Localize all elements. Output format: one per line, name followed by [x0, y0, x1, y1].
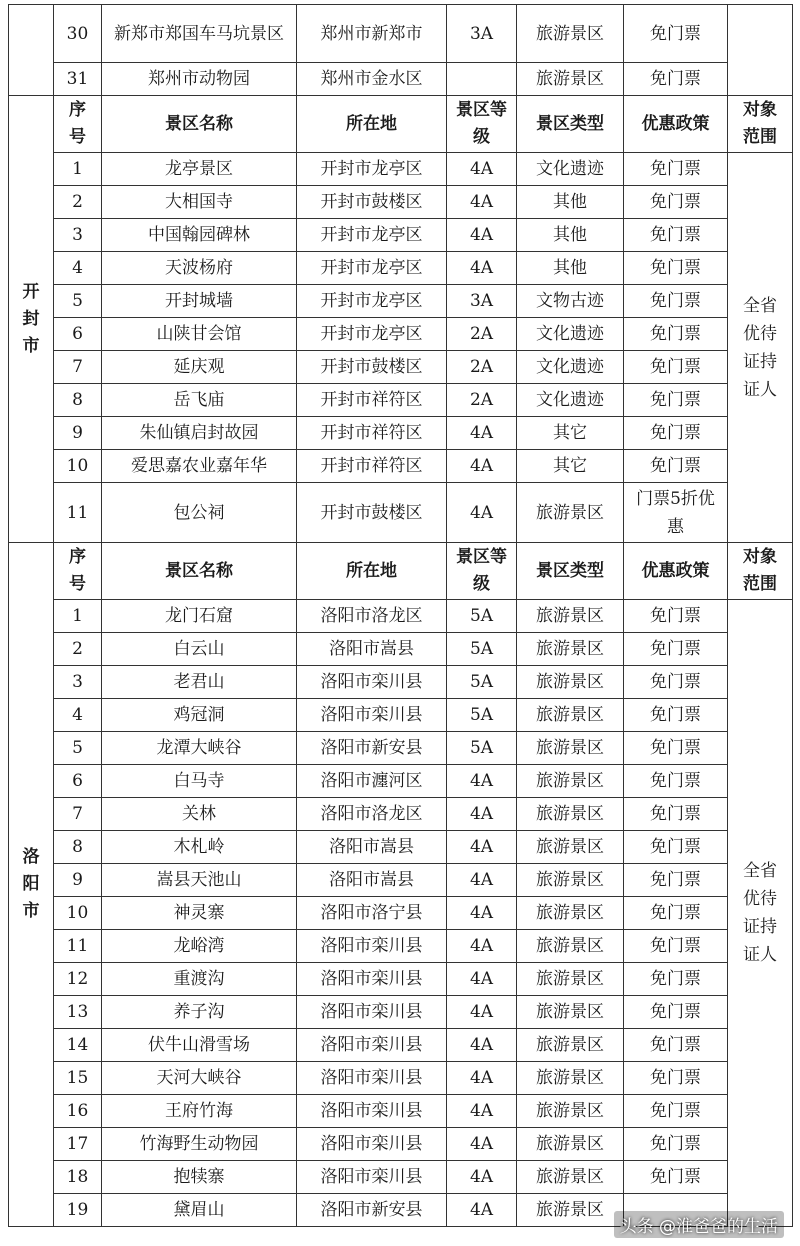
- spot-level: 4A: [447, 252, 517, 285]
- spot-policy: 免门票: [624, 5, 728, 63]
- header-no: 序号: [54, 96, 102, 153]
- row-number: 4: [54, 252, 102, 285]
- spot-name: 竹海野生动物园: [102, 1128, 297, 1161]
- row-number: 11: [54, 483, 102, 543]
- spot-name: 老君山: [102, 666, 297, 699]
- table-row: [9, 765, 793, 798]
- spot-type: 其他: [517, 186, 624, 219]
- spot-name: 新郑市郑国车马坑景区: [102, 5, 297, 63]
- table-row: [9, 153, 793, 186]
- table-row: [9, 864, 793, 897]
- spot-location: 洛阳市栾川县: [297, 1161, 447, 1194]
- spot-name: 白云山: [102, 633, 297, 666]
- spot-type: 旅游景区: [517, 1161, 624, 1194]
- table-row: [9, 1128, 793, 1161]
- spot-policy: 免门票: [624, 699, 728, 732]
- spot-policy: 免门票: [624, 63, 728, 96]
- table-row: [9, 285, 793, 318]
- header-scope: 对象范围: [728, 96, 793, 153]
- header-location: 所在地: [297, 96, 447, 153]
- spot-location: 洛阳市嵩县: [297, 831, 447, 864]
- spot-location: 开封市鼓楼区: [297, 483, 447, 543]
- spot-type: 其他: [517, 219, 624, 252]
- table-row: [9, 384, 793, 417]
- spot-level: 4A: [447, 963, 517, 996]
- spot-type: 旅游景区: [517, 1128, 624, 1161]
- spot-type: 文化遗迹: [517, 318, 624, 351]
- row-number: 14: [54, 1029, 102, 1062]
- scenic-spot-table: [8, 4, 793, 1227]
- spot-policy: 免门票: [624, 963, 728, 996]
- spot-location: 郑州市新郑市: [297, 5, 447, 63]
- spot-name: 天河大峡谷: [102, 1062, 297, 1095]
- spot-name: 龙亭景区: [102, 153, 297, 186]
- scope-text: 全省优待证持证人: [728, 600, 793, 1227]
- spot-name: 包公祠: [102, 483, 297, 543]
- spot-location: 洛阳市栾川县: [297, 963, 447, 996]
- header-name: 景区名称: [102, 543, 297, 600]
- table-row: [9, 666, 793, 699]
- spot-type: 旅游景区: [517, 897, 624, 930]
- row-number: 8: [54, 384, 102, 417]
- spot-level: 4A: [447, 765, 517, 798]
- spot-location: 洛阳市栾川县: [297, 930, 447, 963]
- header-row: [9, 96, 793, 153]
- spot-type: 旅游景区: [517, 483, 624, 543]
- spot-level: 2A: [447, 384, 517, 417]
- city-cell: [9, 5, 54, 96]
- spot-policy: 免门票: [624, 666, 728, 699]
- spot-location: 开封市鼓楼区: [297, 351, 447, 384]
- table-row: [9, 996, 793, 1029]
- spot-policy: 免门票: [624, 831, 728, 864]
- spot-location: 洛阳市新安县: [297, 732, 447, 765]
- row-number: 16: [54, 1095, 102, 1128]
- spot-type: 其他: [517, 252, 624, 285]
- spot-level: 4A: [447, 798, 517, 831]
- spot-name: 关林: [102, 798, 297, 831]
- spot-location: 开封市祥符区: [297, 384, 447, 417]
- spot-location: 开封市鼓楼区: [297, 186, 447, 219]
- spot-location: 开封市龙亭区: [297, 153, 447, 186]
- spot-type: 旅游景区: [517, 633, 624, 666]
- table-row: [9, 417, 793, 450]
- spot-level: 4A: [447, 897, 517, 930]
- spot-policy: 免门票: [624, 633, 728, 666]
- table-row: [9, 600, 793, 633]
- spot-type: 其它: [517, 417, 624, 450]
- row-number: 9: [54, 864, 102, 897]
- spot-name: 嵩县天池山: [102, 864, 297, 897]
- spot-policy: 免门票: [624, 186, 728, 219]
- spot-policy: 免门票: [624, 417, 728, 450]
- row-number: 6: [54, 318, 102, 351]
- spot-name: 天波杨府: [102, 252, 297, 285]
- header-no: 序号: [54, 543, 102, 600]
- spot-name: 延庆观: [102, 351, 297, 384]
- spot-location: 洛阳市栾川县: [297, 699, 447, 732]
- header-policy: 优惠政策: [624, 96, 728, 153]
- spot-level: 4A: [447, 1062, 517, 1095]
- row-number: 9: [54, 417, 102, 450]
- row-number: 7: [54, 351, 102, 384]
- row-number: 18: [54, 1161, 102, 1194]
- row-number: 30: [54, 5, 102, 63]
- spot-level: 4A: [447, 1161, 517, 1194]
- spot-policy: 免门票: [624, 798, 728, 831]
- table-row: [9, 5, 793, 63]
- spot-level: 4A: [447, 1194, 517, 1227]
- spot-name: 重渡沟: [102, 963, 297, 996]
- spot-level: 3A: [447, 285, 517, 318]
- header-location: 所在地: [297, 543, 447, 600]
- header-type: 景区类型: [517, 96, 624, 153]
- spot-level: 2A: [447, 318, 517, 351]
- spot-name: 龙峪湾: [102, 930, 297, 963]
- header-name: 景区名称: [102, 96, 297, 153]
- row-number: 10: [54, 897, 102, 930]
- table-row: [9, 831, 793, 864]
- header-policy: 优惠政策: [624, 543, 728, 600]
- header-level: 景区等级: [447, 543, 517, 600]
- spot-level: 4A: [447, 996, 517, 1029]
- spot-policy: 免门票: [624, 765, 728, 798]
- spot-level: 5A: [447, 633, 517, 666]
- spot-name: 爱思嘉农业嘉年华: [102, 450, 297, 483]
- row-number: 1: [54, 153, 102, 186]
- row-number: 8: [54, 831, 102, 864]
- spot-type: 旅游景区: [517, 1095, 624, 1128]
- spot-name: 朱仙镇启封故园: [102, 417, 297, 450]
- spot-level: 4A: [447, 483, 517, 543]
- table-row: [9, 219, 793, 252]
- scope-cell: [728, 5, 793, 96]
- spot-policy: 免门票: [624, 864, 728, 897]
- spot-location: 洛阳市新安县: [297, 1194, 447, 1227]
- spot-type: 文化遗迹: [517, 351, 624, 384]
- row-number: 31: [54, 63, 102, 96]
- row-number: 5: [54, 285, 102, 318]
- row-number: 7: [54, 798, 102, 831]
- spot-type: 旅游景区: [517, 666, 624, 699]
- spot-name: 黛眉山: [102, 1194, 297, 1227]
- spot-location: 郑州市金水区: [297, 63, 447, 96]
- spot-type: 旅游景区: [517, 765, 624, 798]
- row-number: 10: [54, 450, 102, 483]
- spot-level: 5A: [447, 699, 517, 732]
- table-row: [9, 930, 793, 963]
- spot-level: [447, 63, 517, 96]
- table-row: [9, 63, 793, 96]
- spot-policy: 免门票: [624, 1128, 728, 1161]
- spot-level: 5A: [447, 600, 517, 633]
- spot-type: 旅游景区: [517, 864, 624, 897]
- table-row: [9, 186, 793, 219]
- spot-location: 洛阳市栾川县: [297, 1095, 447, 1128]
- spot-type: 旅游景区: [517, 996, 624, 1029]
- spot-name: 开封城墙: [102, 285, 297, 318]
- table-row: [9, 318, 793, 351]
- header-type: 景区类型: [517, 543, 624, 600]
- table-row: [9, 699, 793, 732]
- table-row: [9, 633, 793, 666]
- spot-policy: 免门票: [624, 996, 728, 1029]
- city-name: 洛 阳 市: [9, 543, 54, 1227]
- spot-name: 龙门石窟: [102, 600, 297, 633]
- spot-location: 洛阳市嵩县: [297, 864, 447, 897]
- spot-policy: 免门票: [624, 153, 728, 186]
- spot-policy: 免门票: [624, 930, 728, 963]
- table-row: [9, 1161, 793, 1194]
- spot-location: 洛阳市洛龙区: [297, 798, 447, 831]
- row-number: 17: [54, 1128, 102, 1161]
- spot-location: 洛阳市栾川县: [297, 1128, 447, 1161]
- spot-name: 郑州市动物园: [102, 63, 297, 96]
- spot-location: 洛阳市栾川县: [297, 666, 447, 699]
- table-row: [9, 732, 793, 765]
- spot-location: 洛阳市嵩县: [297, 633, 447, 666]
- row-number: 2: [54, 633, 102, 666]
- spot-type: 旅游景区: [517, 1029, 624, 1062]
- spot-type: 文化遗迹: [517, 153, 624, 186]
- table-row: [9, 1029, 793, 1062]
- spot-level: 4A: [447, 1128, 517, 1161]
- spot-policy: 免门票: [624, 351, 728, 384]
- spot-name: 中国翰园碑林: [102, 219, 297, 252]
- spot-location: 开封市祥符区: [297, 450, 447, 483]
- spot-level: 4A: [447, 1029, 517, 1062]
- spot-type: 其它: [517, 450, 624, 483]
- spot-name: 抱犊寨: [102, 1161, 297, 1194]
- spot-level: 4A: [447, 864, 517, 897]
- spot-level: 4A: [447, 930, 517, 963]
- spot-type: 旅游景区: [517, 963, 624, 996]
- spot-name: 伏牛山滑雪场: [102, 1029, 297, 1062]
- spot-location: 洛阳市洛宁县: [297, 897, 447, 930]
- spot-policy: 免门票: [624, 1161, 728, 1194]
- spot-policy: 免门票: [624, 1095, 728, 1128]
- spot-level: 5A: [447, 666, 517, 699]
- spot-name: 山陕甘会馆: [102, 318, 297, 351]
- spot-policy: 免门票: [624, 384, 728, 417]
- spot-level: 4A: [447, 1095, 517, 1128]
- spot-level: 4A: [447, 153, 517, 186]
- spot-type: 旅游景区: [517, 798, 624, 831]
- scope-text: 全省优待证持证人: [728, 153, 793, 543]
- spot-level: 4A: [447, 417, 517, 450]
- spot-name: 王府竹海: [102, 1095, 297, 1128]
- table-row: [9, 483, 793, 543]
- spot-type: 文化遗迹: [517, 384, 624, 417]
- header-row: [9, 543, 793, 600]
- row-number: 5: [54, 732, 102, 765]
- spot-type: 旅游景区: [517, 1194, 624, 1227]
- spot-type: 旅游景区: [517, 5, 624, 63]
- table-row: [9, 1062, 793, 1095]
- table-row: [9, 963, 793, 996]
- spot-location: 开封市祥符区: [297, 417, 447, 450]
- table-row: [9, 450, 793, 483]
- spot-location: 洛阳市瀍河区: [297, 765, 447, 798]
- spot-policy: 免门票: [624, 450, 728, 483]
- spot-level: 4A: [447, 831, 517, 864]
- spot-level: 4A: [447, 450, 517, 483]
- spot-location: 洛阳市栾川县: [297, 996, 447, 1029]
- row-number: 6: [54, 765, 102, 798]
- spot-location: 开封市龙亭区: [297, 285, 447, 318]
- spot-level: 2A: [447, 351, 517, 384]
- header-level: 景区等级: [447, 96, 517, 153]
- spot-level: 3A: [447, 5, 517, 63]
- row-number: 1: [54, 600, 102, 633]
- spot-policy: 免门票: [624, 285, 728, 318]
- spot-name: 龙潭大峡谷: [102, 732, 297, 765]
- spot-location: 洛阳市洛龙区: [297, 600, 447, 633]
- spot-name: 鸡冠洞: [102, 699, 297, 732]
- row-number: 3: [54, 666, 102, 699]
- spot-policy: 免门票: [624, 252, 728, 285]
- spot-policy: 免门票: [624, 219, 728, 252]
- spot-type: 旅游景区: [517, 600, 624, 633]
- spot-type: 旅游景区: [517, 831, 624, 864]
- row-number: 12: [54, 963, 102, 996]
- spot-name: 神灵寨: [102, 897, 297, 930]
- spot-location: 开封市龙亭区: [297, 219, 447, 252]
- spot-policy: 免门票: [624, 1029, 728, 1062]
- spot-level: 4A: [447, 186, 517, 219]
- row-number: 2: [54, 186, 102, 219]
- spot-name: 木札岭: [102, 831, 297, 864]
- row-number: 19: [54, 1194, 102, 1227]
- spot-location: 洛阳市栾川县: [297, 1029, 447, 1062]
- spot-level: 4A: [447, 219, 517, 252]
- spot-policy: 免门票: [624, 1062, 728, 1095]
- row-number: 3: [54, 219, 102, 252]
- header-scope: 对象范围: [728, 543, 793, 600]
- spot-level: 5A: [447, 732, 517, 765]
- table-row: [9, 1095, 793, 1128]
- spot-type: 旅游景区: [517, 930, 624, 963]
- spot-type: 旅游景区: [517, 732, 624, 765]
- spot-policy: 免门票: [624, 600, 728, 633]
- city-name: 开 封 市: [9, 96, 54, 543]
- spot-name: 白马寺: [102, 765, 297, 798]
- spot-location: 开封市龙亭区: [297, 318, 447, 351]
- row-number: 11: [54, 930, 102, 963]
- table-row: [9, 351, 793, 384]
- spot-policy: 免门票: [624, 897, 728, 930]
- spot-type: 文物古迹: [517, 285, 624, 318]
- row-number: 4: [54, 699, 102, 732]
- spot-type: 旅游景区: [517, 1062, 624, 1095]
- spot-type: 旅游景区: [517, 699, 624, 732]
- table-row: [9, 798, 793, 831]
- spot-location: 洛阳市栾川县: [297, 1062, 447, 1095]
- spot-policy: 门票5折优惠: [624, 483, 728, 543]
- row-number: 15: [54, 1062, 102, 1095]
- table-row: [9, 897, 793, 930]
- spot-name: 养子沟: [102, 996, 297, 1029]
- table-row: [9, 252, 793, 285]
- spot-name: 大相国寺: [102, 186, 297, 219]
- watermark: 头条 @淮爸爸的生活: [614, 1211, 784, 1238]
- spot-policy: 免门票: [624, 732, 728, 765]
- spot-name: 岳飞庙: [102, 384, 297, 417]
- row-number: 13: [54, 996, 102, 1029]
- spot-policy: 免门票: [624, 318, 728, 351]
- spot-type: 旅游景区: [517, 63, 624, 96]
- spot-location: 开封市龙亭区: [297, 252, 447, 285]
